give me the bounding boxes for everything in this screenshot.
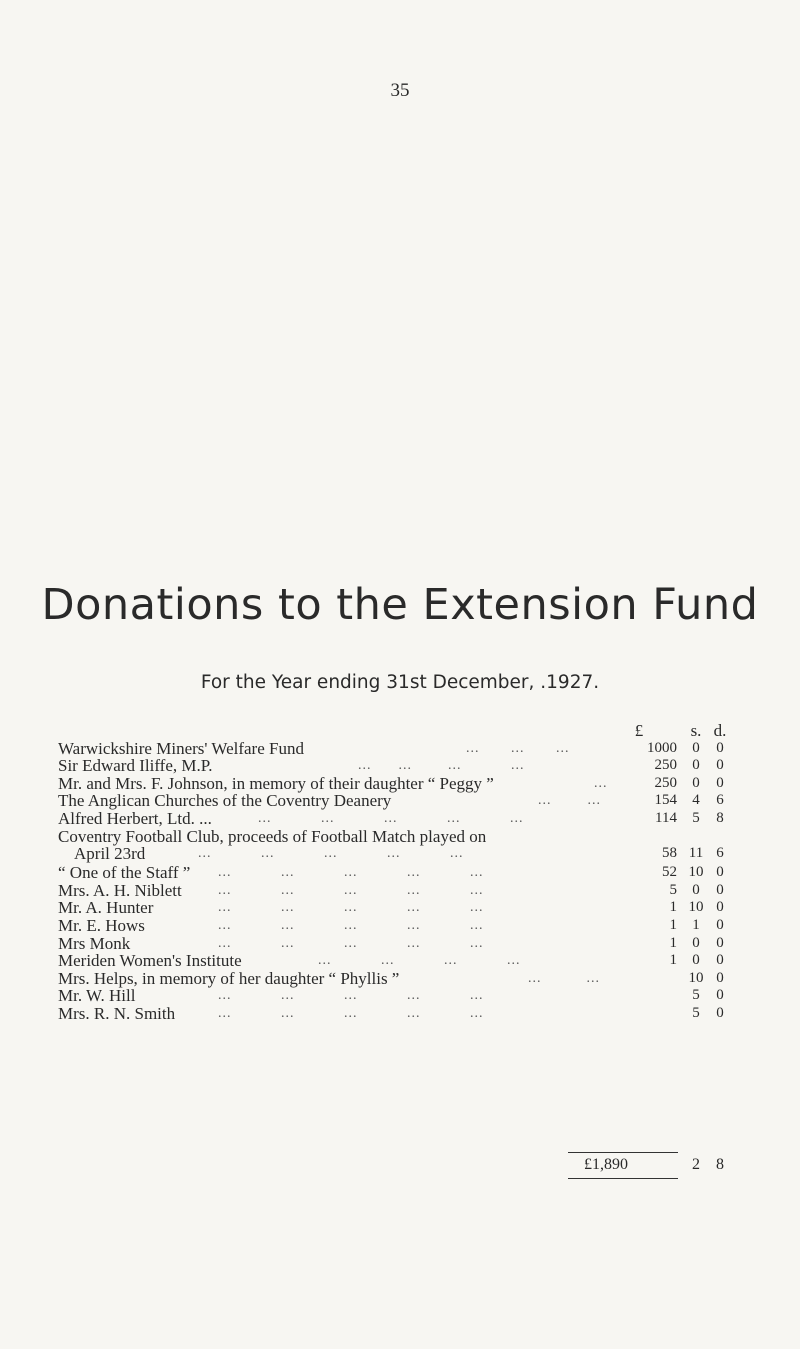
pence-column-header: d. <box>713 721 727 740</box>
amount-shillings: 10 <box>688 899 704 916</box>
total-pence: 8 <box>716 1156 724 1173</box>
ledger-row-continuation <box>58 845 758 864</box>
amount-pounds: 58 <box>662 845 677 862</box>
ledger-row <box>58 882 758 900</box>
amount-pence: 0 <box>716 899 724 916</box>
leader-dots: ... <box>594 775 608 791</box>
shillings-column-header: s. <box>690 721 702 740</box>
amount-shillings: 0 <box>692 934 700 951</box>
amount-shillings: 11 <box>688 845 704 862</box>
amount-pence: 6 <box>716 792 724 809</box>
total-shillings: 2 <box>692 1156 700 1173</box>
donor-name: Mr. A. Hunter <box>58 898 154 918</box>
amount-pence: 0 <box>716 881 724 898</box>
page-subtitle: For the Year ending 31st December, .1927. <box>200 672 600 693</box>
total-rule-bottom <box>568 1178 678 1179</box>
leader-dots: ... ... ... ... ... <box>218 865 484 881</box>
amount-pence: 0 <box>716 757 724 774</box>
column-header-row <box>58 722 758 740</box>
amount-pounds: 1 <box>669 916 677 933</box>
leader-dots: ... ... ... ... ... <box>198 846 464 862</box>
ledger-row <box>58 952 758 970</box>
amount-shillings: 1 <box>692 916 700 933</box>
amount-pence: 0 <box>716 1004 724 1021</box>
donor-name: Warwickshire Miners' Welfare Fund <box>58 738 304 758</box>
amount-shillings: 10 <box>688 864 704 881</box>
leader-dots: ... ... ... ... <box>318 953 521 969</box>
ledger-row <box>58 757 758 775</box>
pounds-column-header: £ <box>634 721 644 740</box>
amount-pounds: 1 <box>669 952 677 969</box>
ledger-row <box>58 1005 758 1023</box>
donor-name: Mrs Monk <box>58 933 131 953</box>
total-rule-top <box>568 1152 678 1153</box>
leader-dots: ... ... ... ... <box>358 758 525 774</box>
amount-pence: 0 <box>716 934 724 951</box>
amount-shillings: 4 <box>692 792 700 809</box>
amount-pence: 0 <box>716 774 724 791</box>
donations-ledger <box>58 722 758 1023</box>
amount-shillings: 5 <box>692 987 700 1004</box>
amount-pounds: 114 <box>655 809 677 826</box>
leader-dots: ... ... ... ... ... <box>218 900 484 916</box>
ledger-row <box>58 899 758 917</box>
donor-name: Meriden Women's Institute <box>58 951 242 971</box>
amount-pounds: 250 <box>654 757 677 774</box>
ledger-row <box>58 810 758 828</box>
leader-dots: ... ... ... ... ... <box>218 882 484 898</box>
ledger-row <box>58 917 758 935</box>
donor-name: Coventry Football Club, proceeds of Football Match played on <box>58 826 487 846</box>
amount-shillings: 5 <box>692 1004 700 1021</box>
donor-name-continuation: April 23rd <box>74 844 146 864</box>
leader-dots: ... ... ... ... ... <box>258 810 524 826</box>
donor-name: The Anglican Churches of the Coventry Deanery <box>58 791 392 811</box>
amount-pounds: 250 <box>654 774 677 791</box>
amount-pence: 0 <box>716 916 724 933</box>
amount-pence: 8 <box>716 809 724 826</box>
donor-name: Mr. W. Hill <box>58 986 136 1006</box>
amount-pence: 0 <box>716 739 724 756</box>
amount-pence: 0 <box>716 987 724 1004</box>
amount-pounds: 1000 <box>647 739 677 756</box>
amount-pounds: 154 <box>654 792 677 809</box>
ledger-row <box>58 970 758 988</box>
leader-dots: ... ... ... ... ... <box>218 1005 484 1021</box>
amount-shillings: 5 <box>692 809 700 826</box>
leader-dots: ... ... ... ... ... <box>218 935 484 951</box>
leader-dots: ... ... ... ... ... <box>218 917 484 933</box>
amount-pounds: 1 <box>669 899 677 916</box>
ledger-row <box>58 987 758 1005</box>
page-number: 35 <box>390 80 410 101</box>
amount-shillings: 0 <box>692 881 700 898</box>
total-pounds: £1,890 <box>584 1156 628 1173</box>
donor-name: Alfred Herbert, Ltd. ... <box>58 808 212 828</box>
amount-shillings: 0 <box>692 757 700 774</box>
leader-dots: ... ... <box>528 970 600 986</box>
donor-name: Mrs. A. H. Niblett <box>58 880 182 900</box>
amount-shillings: 0 <box>692 952 700 969</box>
leader-dots: ... ... ... <box>466 740 570 756</box>
leader-dots: ... ... ... ... ... <box>218 988 484 1004</box>
amount-pounds: 52 <box>662 864 677 881</box>
donor-name: Mr. E. Hows <box>58 915 145 935</box>
total-row <box>0 1155 800 1175</box>
donor-name: Sir Edward Iliffe, M.P. <box>58 756 213 776</box>
donor-name: Mrs. Helps, in memory of her daughter “ Phyllis ” <box>58 968 400 988</box>
amount-pounds: 5 <box>669 881 677 898</box>
amount-pence: 0 <box>716 969 724 986</box>
amount-pence: 0 <box>716 864 724 881</box>
amount-pence: 0 <box>716 952 724 969</box>
donor-name: “ One of the Staff ” <box>58 863 191 883</box>
ledger-row <box>58 864 758 882</box>
ledger-row <box>58 775 758 793</box>
donor-name: Mrs. R. N. Smith <box>58 1003 176 1023</box>
ledger-row <box>58 792 758 810</box>
page-title: Donations to the Extension Fund <box>41 580 759 630</box>
amount-pence: 6 <box>716 845 724 862</box>
leader-dots: ... ... <box>538 793 601 809</box>
amount-shillings: 0 <box>692 774 700 791</box>
amount-shillings: 0 <box>692 739 700 756</box>
donor-name: Mr. and Mrs. F. Johnson, in memory of their daughter “ Peggy ” <box>58 773 494 793</box>
ledger-row <box>58 740 758 758</box>
amount-shillings: 10 <box>688 969 704 986</box>
ledger-row <box>58 828 758 846</box>
amount-pounds: 1 <box>669 934 677 951</box>
ledger-row <box>58 935 758 953</box>
